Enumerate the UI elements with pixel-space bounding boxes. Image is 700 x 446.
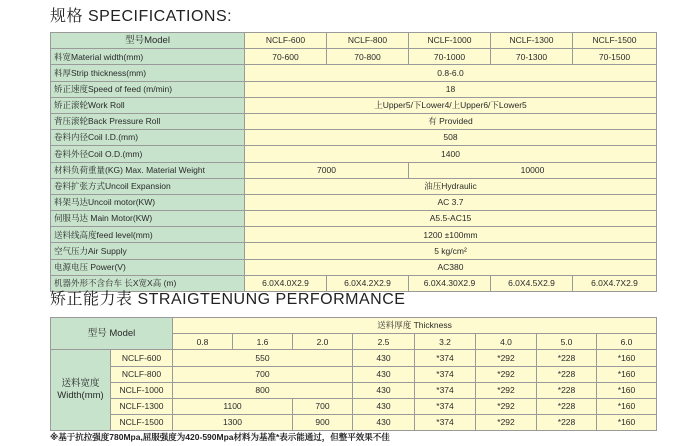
spec-value: 10000 <box>409 162 657 178</box>
capacity-cell: *292 <box>476 382 537 398</box>
thickness-value: 1.6 <box>233 334 293 350</box>
spec-row-power <box>51 259 657 275</box>
spec-value: 70-1000 <box>409 49 491 65</box>
table-row <box>51 398 657 414</box>
capacity-cell: *160 <box>597 366 657 382</box>
spec-label: 料厚Strip thickness(mm) <box>51 65 245 81</box>
capacity-cell: 430 <box>353 366 415 382</box>
spec-value: 6.0X4.2X2.9 <box>327 275 409 291</box>
spec-value: 1400 <box>245 146 657 162</box>
spec-row-thickness <box>51 65 657 81</box>
capacity-cell: *292 <box>476 398 537 414</box>
spec-value: 7000 <box>245 162 409 178</box>
spec-row-uncoil-motor <box>51 194 657 210</box>
capacity-cell: *160 <box>597 398 657 414</box>
spec-label: 卷料外径Coil O.D.(mm) <box>51 146 245 162</box>
spec-header-row <box>51 33 657 49</box>
footnote: ※基于抗拉强度780Mpa,屈服强度为420-590Mpa材料为基准*表示能通过，但整平效果不佳 <box>50 432 390 442</box>
table-row <box>51 382 657 398</box>
capacity-cell: 550 <box>173 350 353 366</box>
spec-value: 0.8-6.0 <box>245 65 657 81</box>
spec-value: AC380 <box>245 259 657 275</box>
spec-value: 70-600 <box>245 49 327 65</box>
capacity-cell: *160 <box>597 382 657 398</box>
model-label: 型号 Model <box>51 318 173 350</box>
spec-label: 料宽Material width(mm) <box>51 49 245 65</box>
spec-row-coil-id <box>51 130 657 146</box>
spec-label: 背压滚轮Back Pressure Roll <box>51 113 245 129</box>
spec-value: 6.0X4.30X2.9 <box>409 275 491 291</box>
table-row <box>51 415 657 431</box>
spec-value: 70-1500 <box>573 49 657 65</box>
thickness-value: 6.0 <box>597 334 657 350</box>
model-header: NCLF-1000 <box>409 33 491 49</box>
model-header-label: 型号Model <box>51 33 245 49</box>
capacity-cell: *374 <box>415 382 476 398</box>
model-cell: NCLF-600 <box>111 350 173 366</box>
spec-row-width <box>51 49 657 65</box>
capacity-cell: 700 <box>293 398 353 414</box>
model-header: NCLF-600 <box>245 33 327 49</box>
spec-row-speed <box>51 81 657 97</box>
thickness-value: 0.8 <box>173 334 233 350</box>
table-row <box>51 350 657 366</box>
spec-value: AC 3.7 <box>245 194 657 210</box>
spec-label: 矫正速度Speed of feed (m/min) <box>51 81 245 97</box>
thickness-value: 4.0 <box>476 334 537 350</box>
spec-row-main-motor <box>51 211 657 227</box>
spec-row-feed-level <box>51 227 657 243</box>
capacity-cell: *374 <box>415 350 476 366</box>
table-row <box>51 366 657 382</box>
capacity-cell: 800 <box>173 382 353 398</box>
spec-value: 70-1300 <box>491 49 573 65</box>
capacity-cell: *374 <box>415 415 476 431</box>
spec-value: 油压Hydraulic <box>245 178 657 194</box>
capacity-cell: 900 <box>293 415 353 431</box>
width-label: 送料宽度 Width(mm) <box>51 350 111 431</box>
spec-value: 508 <box>245 130 657 146</box>
spec-label: 送料线高度feed level(mm) <box>51 227 245 243</box>
model-cell: NCLF-1500 <box>111 415 173 431</box>
capacity-cell: *228 <box>537 382 597 398</box>
spec-value: 1200 ±100mm <box>245 227 657 243</box>
spec-row-air <box>51 243 657 259</box>
model-cell: NCLF-1300 <box>111 398 173 414</box>
capacity-cell: *228 <box>537 350 597 366</box>
spec-label: 空气压力Air Supply <box>51 243 245 259</box>
spec-label: 材料负荷重量(KG) Max. Material Weight <box>51 162 245 178</box>
spec-value: 上Upper5/下Lower4/上Upper6/下Lower5 <box>245 97 657 113</box>
spec-label: 机器外形不含台车 长X宽X高 (m) <box>51 275 245 291</box>
thickness-label: 送料厚度 Thickness <box>173 318 657 334</box>
model-header: NCLF-800 <box>327 33 409 49</box>
thickness-value: 3.2 <box>415 334 476 350</box>
thickness-value: 2.5 <box>353 334 415 350</box>
spec-value: 70-800 <box>327 49 409 65</box>
spec-row-back-roll <box>51 113 657 129</box>
spec-value: 6.0X4.0X2.9 <box>245 275 327 291</box>
spec-value: A5.5-AC15 <box>245 211 657 227</box>
spec-row-expansion <box>51 178 657 194</box>
capacity-cell: 430 <box>353 398 415 414</box>
model-header: NCLF-1300 <box>491 33 573 49</box>
capacity-cell: *292 <box>476 366 537 382</box>
capacity-cell: 700 <box>173 366 353 382</box>
capacity-cell: *292 <box>476 350 537 366</box>
specifications-table <box>50 32 657 292</box>
capacity-cell: *374 <box>415 366 476 382</box>
spec-label: 伺服马达 Main Motor(KW) <box>51 211 245 227</box>
spec-row-work-roll <box>51 97 657 113</box>
spec-row-coil-od <box>51 146 657 162</box>
spec-value: 18 <box>245 81 657 97</box>
capacity-cell: *228 <box>537 415 597 431</box>
capacity-cell: 1100 <box>173 398 293 414</box>
spec-value: 6.0X4.5X2.9 <box>491 275 573 291</box>
spec-value: 6.0X4.7X2.9 <box>573 275 657 291</box>
thickness-value: 2.0 <box>293 334 353 350</box>
spec-label: 卷料内径Coil I.D.(mm) <box>51 130 245 146</box>
capacity-cell: 430 <box>353 382 415 398</box>
spec-label: 卷料扩张方式Uncoil Expansion <box>51 178 245 194</box>
capacity-cell: 430 <box>353 415 415 431</box>
spec-label: 矫正滚轮Work Roll <box>51 97 245 113</box>
spec-label: 料架马达Uncoil motor(KW) <box>51 194 245 210</box>
perf-header-row <box>51 318 657 334</box>
capacity-cell: 1300 <box>173 415 293 431</box>
spec-heading: 规格 SPECIFICATIONS: <box>50 8 233 25</box>
thickness-value: 5.0 <box>537 334 597 350</box>
capacity-cell: *228 <box>537 366 597 382</box>
capacity-cell: *160 <box>597 350 657 366</box>
model-cell: NCLF-800 <box>111 366 173 382</box>
performance-table <box>50 317 657 431</box>
spec-value: 5 kg/cm² <box>245 243 657 259</box>
capacity-cell: *292 <box>476 415 537 431</box>
capacity-cell: 430 <box>353 350 415 366</box>
spec-label: 电源电压 Power(V) <box>51 259 245 275</box>
capacity-cell: *374 <box>415 398 476 414</box>
model-header: NCLF-1500 <box>573 33 657 49</box>
capacity-cell: *228 <box>537 398 597 414</box>
spec-row-weight <box>51 162 657 178</box>
capacity-cell: *160 <box>597 415 657 431</box>
performance-heading: 矫正能力表 STRAIGTENUNG PERFORMANCE <box>50 291 406 308</box>
model-cell: NCLF-1000 <box>111 382 173 398</box>
spec-value: 有 Provided <box>245 113 657 129</box>
